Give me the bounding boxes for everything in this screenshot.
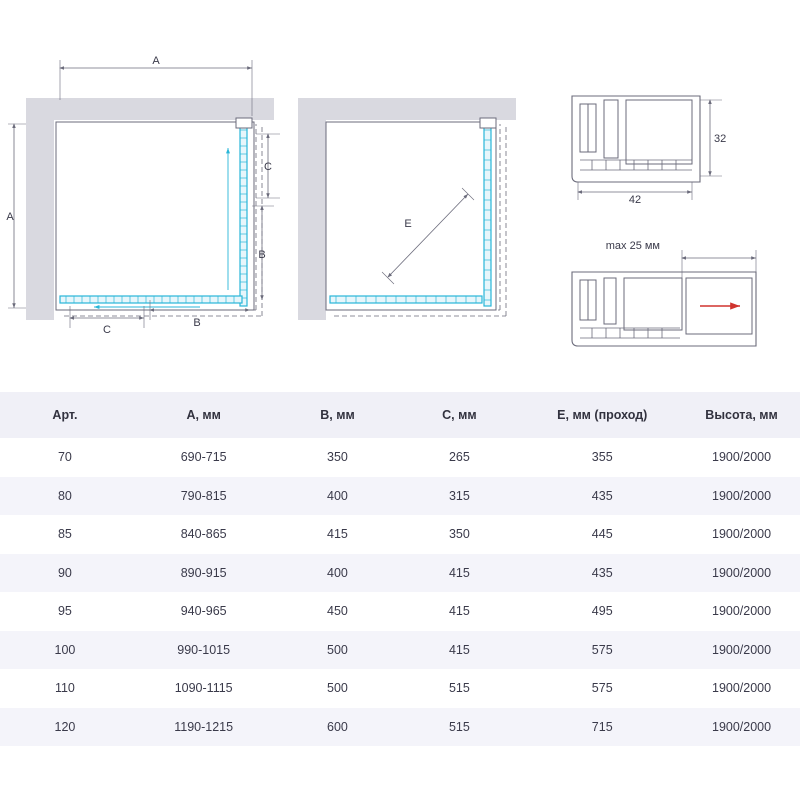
cell-e: 575 [591, 642, 613, 657]
cell-c: 515 [448, 719, 470, 734]
header-e: E, мм (проход) [521, 392, 683, 438]
profile-insert-left [604, 100, 618, 158]
dimension-e-diagonal [382, 188, 474, 284]
cell-e: 575 [591, 681, 613, 696]
dimension-profile-height [700, 100, 726, 176]
cell-b: 350 [327, 450, 348, 465]
dimension-b-bottom [150, 300, 250, 329]
cell-height: 1900/2000 [712, 642, 772, 657]
cell-b: 450 [327, 604, 348, 619]
table-row [0, 554, 800, 593]
cell-a: 790-815 [180, 488, 227, 503]
dimension-b-right [252, 206, 274, 300]
profile-insert-right [626, 100, 692, 164]
cell-c: 515 [448, 681, 470, 696]
cell-b: 400 [327, 488, 348, 503]
profile-section-top [572, 96, 726, 206]
label-a-top: A [152, 55, 160, 67]
label-b-right: B [258, 249, 266, 261]
cell-e: 715 [591, 719, 613, 734]
label-profile-height: 32 [714, 133, 727, 145]
cell-a: 990-1015 [177, 642, 231, 657]
top-profile-connector [236, 118, 252, 128]
table-row [0, 708, 800, 747]
door-travel-dashed [60, 124, 262, 316]
label-a-left: A [6, 211, 14, 223]
cell-a: 690-715 [180, 450, 227, 465]
dimension-a-left [6, 124, 26, 308]
profile-insert-left-2 [604, 278, 616, 324]
cell-height: 1900/2000 [712, 604, 772, 619]
cell-c: 415 [448, 604, 470, 619]
cell-e: 435 [591, 488, 613, 503]
enclosure-outline [56, 122, 254, 310]
table-row [0, 515, 800, 554]
label-b-bottom: B [193, 317, 201, 329]
table-row [0, 631, 800, 670]
cell-a: 840-865 [180, 527, 227, 542]
cell-e: 355 [591, 450, 613, 465]
cell-art: 70 [57, 450, 72, 465]
cell-b: 500 [327, 642, 348, 657]
cell-a: 940-965 [180, 604, 227, 619]
table-row [0, 438, 800, 477]
wall-horizontal-2 [298, 98, 516, 120]
plan-view-middle [298, 98, 516, 320]
cell-art: 100 [54, 642, 76, 657]
header-height: Высота, мм [683, 392, 800, 438]
header-a: A, мм [130, 392, 278, 438]
cell-height: 1900/2000 [712, 565, 772, 580]
dimension-c-right [256, 134, 280, 198]
cell-art: 110 [54, 681, 75, 696]
label-max-adjust: max 25 мм [605, 240, 660, 252]
table-header-row [0, 392, 800, 438]
wall-vertical-2 [298, 98, 326, 320]
table-row [0, 592, 800, 631]
cell-a: 890-915 [180, 565, 227, 580]
profile-insert-mid [624, 278, 682, 330]
cell-c: 315 [448, 488, 470, 503]
cell-art: 80 [57, 488, 72, 503]
cell-a: 1190-1215 [174, 719, 234, 734]
label-c-right: C [264, 161, 272, 173]
glass-fixed-right-2 [484, 124, 491, 306]
glass-fixed-right [240, 124, 247, 306]
enclosure-outline-2 [326, 122, 496, 310]
cell-b: 600 [327, 719, 348, 734]
plan-view-left [6, 55, 280, 336]
wall-vertical [26, 98, 54, 320]
table-row [0, 477, 800, 516]
cell-e: 445 [591, 527, 613, 542]
cell-art: 90 [57, 565, 72, 580]
cell-art: 120 [54, 719, 76, 734]
cell-height: 1900/2000 [712, 488, 772, 503]
label-profile-width: 42 [628, 194, 642, 206]
header-b: B, мм [277, 392, 397, 438]
cell-c: 265 [448, 450, 470, 465]
cell-b: 415 [327, 527, 348, 542]
cell-art: 95 [57, 604, 72, 619]
cell-art: 85 [57, 527, 72, 542]
header-art: Арт. [0, 392, 130, 438]
drawings-svg [0, 0, 800, 390]
label-e-diagonal: E [404, 218, 412, 230]
cell-height: 1900/2000 [712, 527, 772, 542]
wall-horizontal [26, 98, 274, 120]
cell-b: 500 [327, 681, 348, 696]
cell-c: 415 [448, 565, 470, 580]
label-c-bottom: C [103, 324, 111, 336]
cell-c: 415 [448, 642, 470, 657]
cell-b: 400 [327, 565, 348, 580]
profile-section-adjust [572, 240, 756, 346]
header-c: C, мм [397, 392, 521, 438]
glass-sliding-door [60, 296, 242, 303]
cell-e: 495 [591, 604, 613, 619]
technical-drawings [0, 0, 800, 390]
table-row [0, 669, 800, 708]
cell-c: 350 [448, 527, 470, 542]
cell-height: 1900/2000 [712, 719, 772, 734]
top-profile-connector-2 [480, 118, 496, 128]
cell-e: 435 [591, 565, 613, 580]
dimension-profile-width [578, 182, 692, 206]
cell-height: 1900/2000 [712, 681, 772, 696]
door-travel-dashed-2 [330, 124, 506, 316]
cell-a: 1090-1115 [174, 681, 233, 696]
cell-height: 1900/2000 [712, 450, 772, 465]
specifications-table [0, 392, 800, 746]
